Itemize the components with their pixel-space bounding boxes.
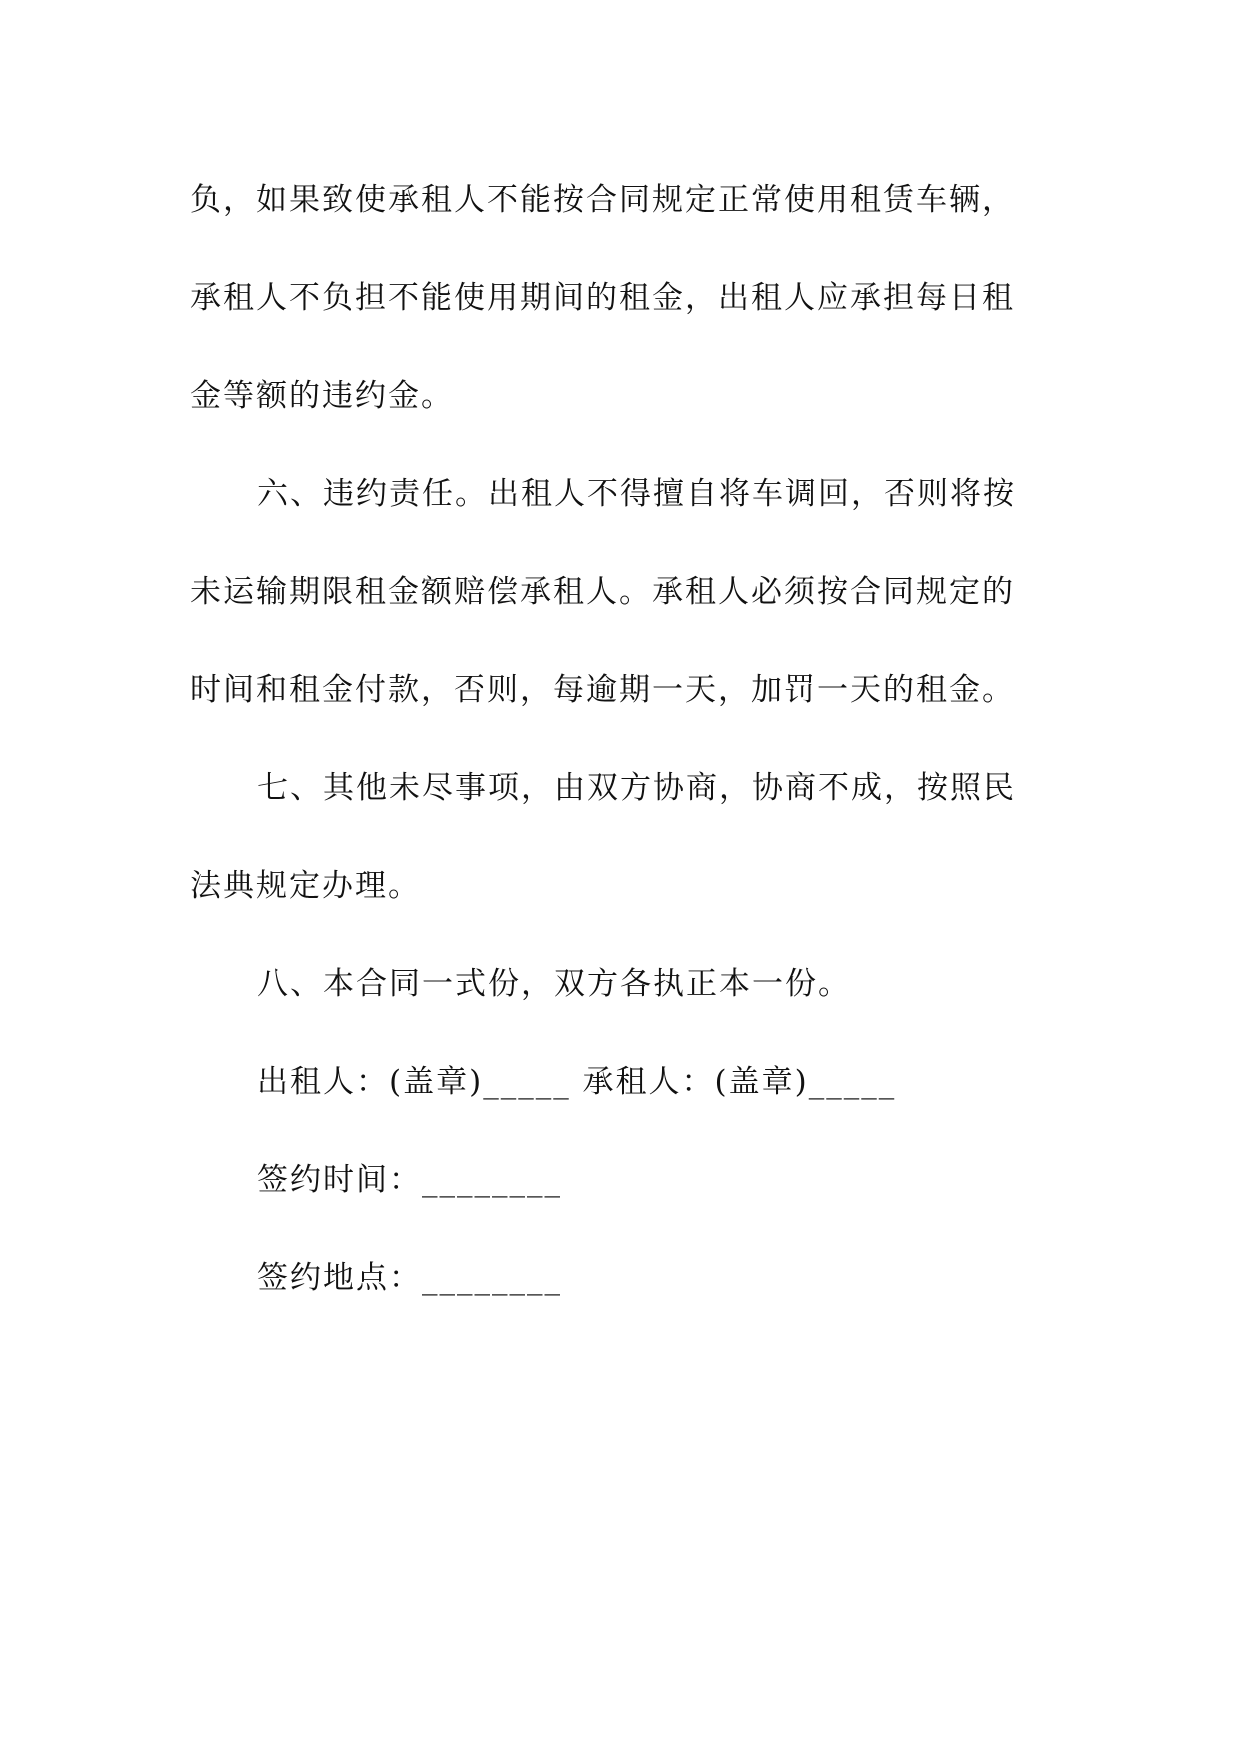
signing-place-line: 签约地点：________ bbox=[257, 1260, 562, 1296]
clause-8-line: 八、本合同一式份，双方各执正本一份。 bbox=[257, 966, 851, 1002]
signing-time-line: 签约时间：________ bbox=[257, 1162, 562, 1198]
signature-line: 出租人：(盖章)_____ 承租人：(盖章)_____ bbox=[257, 1064, 897, 1100]
clause-6-line-3: 时间和租金付款，否则，每逾期一天，加罚一天的租金。 bbox=[190, 672, 1015, 708]
text-line-1: 负，如果致使承租人不能按合同规定正常使用租赁车辆， bbox=[190, 182, 1015, 218]
clause-7-line-2: 法典规定办理。 bbox=[190, 868, 421, 904]
clause-6-line-1: 六、违约责任。出租人不得擅自将车调回，否则将按 bbox=[257, 476, 1016, 512]
clause-7-line-1: 七、其他未尽事项，由双方协商，协商不成，按照民 bbox=[257, 770, 1016, 806]
text-line-2: 承租人不负担不能使用期间的租金，出租人应承担每日租 bbox=[190, 280, 1015, 316]
clause-6-line-2: 未运输期限租金额赔偿承租人。承租人必须按合同规定的 bbox=[190, 574, 1015, 610]
text-line-3: 金等额的违约金。 bbox=[190, 378, 454, 414]
